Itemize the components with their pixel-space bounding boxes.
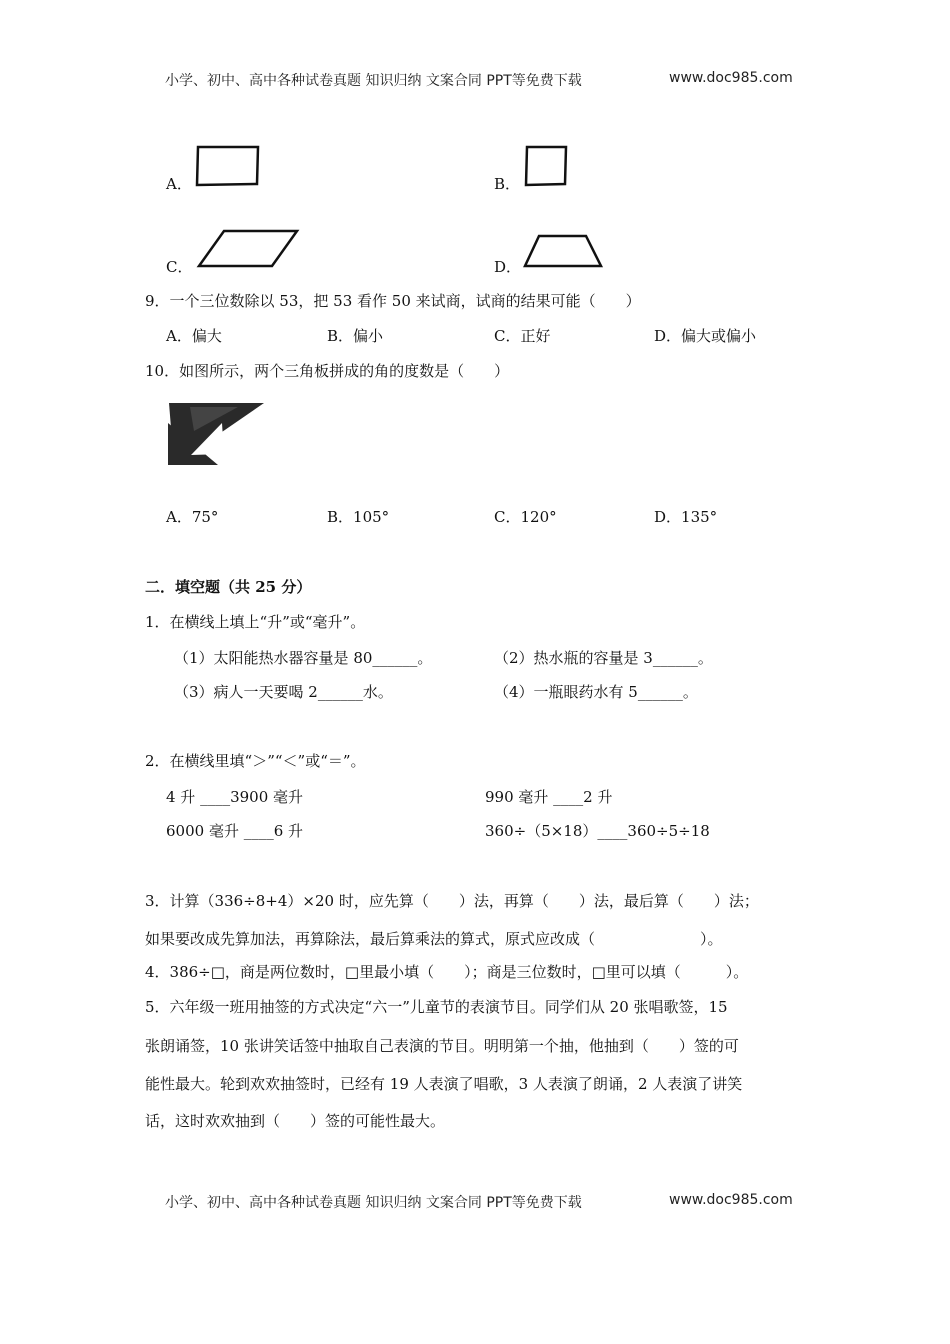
q10-option-b: B．105° [327,508,390,526]
fill-q1-item-3: （3）病人一天要喝 2______水。 [174,683,393,701]
fill-q5-line-1: 5．六年级一班用抽签的方式决定“六一”儿童节的表演节目。同学们从 20 张唱歌签，15 [145,998,728,1016]
fill-q1-stem: 1．在横线上填上“升”或“毫升”。 [145,613,366,631]
header-text: 小学、初中、高中各种试卷真题 知识归纳 文案合同 PPT等免费下载 [165,73,582,89]
set-square-figure [168,401,266,467]
q10-stem: 10．如图所示，两个三角板拼成的角的度数是（ ） [145,362,510,380]
rectangle-figure [196,146,262,188]
fill-q2-item-1: 4 升 ____3900 毫升 [166,788,304,806]
fill-q1-item-4: （4）一瓶眼药水有 5______。 [494,683,698,701]
square-figure [525,146,569,188]
fill-q2-item-3: 6000 毫升 ____6 升 [166,822,304,840]
fill-q1-item-2: （2）热水瓶的容量是 3______。 [494,649,713,667]
header-link[interactable]: www.doc985.com [669,70,793,86]
fill-q3-line-2: 如果要改成先算加法，再算除法，最后算乘法的算式，原式应改成（ ）。 [145,930,723,948]
fill-q5-line-2: 张朗诵签，10 张讲笑话签中抽取自己表演的节目。明明第一个抽，他抽到（ ）签的可 [145,1037,739,1055]
trapezoid-figure [524,234,604,270]
q9-option-a: A．偏大 [166,327,222,345]
fill-q3-line-1: 3．计算（336÷8+4）×20 时，应先算（ ）法，再算（ ）法，最后算（ ）法； [145,892,759,910]
fill-q2-stem: 2．在横线里填“＞”“＜”或“＝”。 [145,752,366,770]
q8-option-d: D． [494,258,522,276]
q10-option-c: C．120° [494,508,557,526]
q10-option-a: A．75° [166,508,219,526]
q9-option-b: B．偏小 [327,327,384,345]
q8-option-c: C． [166,258,193,276]
q9-stem: 9．一个三位数除以 53，把 53 看作 50 来试商，试商的结果可能（ ） [145,292,641,310]
q8-option-b: B． [494,175,521,193]
fill-q5-line-4: 话，这时欢欢抽到（ ）签的可能性最大。 [145,1112,446,1130]
parallelogram-figure [198,229,300,271]
footer-text: 小学、初中、高中各种试卷真题 知识归纳 文案合同 PPT等免费下载 [165,1195,582,1211]
q8-option-a: A． [166,175,192,193]
q9-option-d: D．偏大或偏小 [654,327,757,345]
fill-q4-line-1: 4．386÷□，商是两位数时，□里最小填（ ）；商是三位数时，□里可以填（ ）。 [145,963,749,981]
fill-q2-item-4: 360÷（5×18）____360÷5÷18 [485,822,710,840]
fill-q1-item-1: （1）太阳能热水器容量是 80______。 [174,649,433,667]
fill-q5-line-3: 能性最大。轮到欢欢抽签时，已经有 19 人表演了唱歌，3 人表演了朗诵，2 人表演了讲笑 [145,1075,743,1093]
footer-link[interactable]: www.doc985.com [669,1192,793,1208]
q10-option-d: D．135° [654,508,718,526]
q9-option-c: C．正好 [494,327,551,345]
section-title: 二．填空题（共 25 分） [145,578,312,596]
fill-q2-item-2: 990 毫升 ____2 升 [485,788,613,806]
